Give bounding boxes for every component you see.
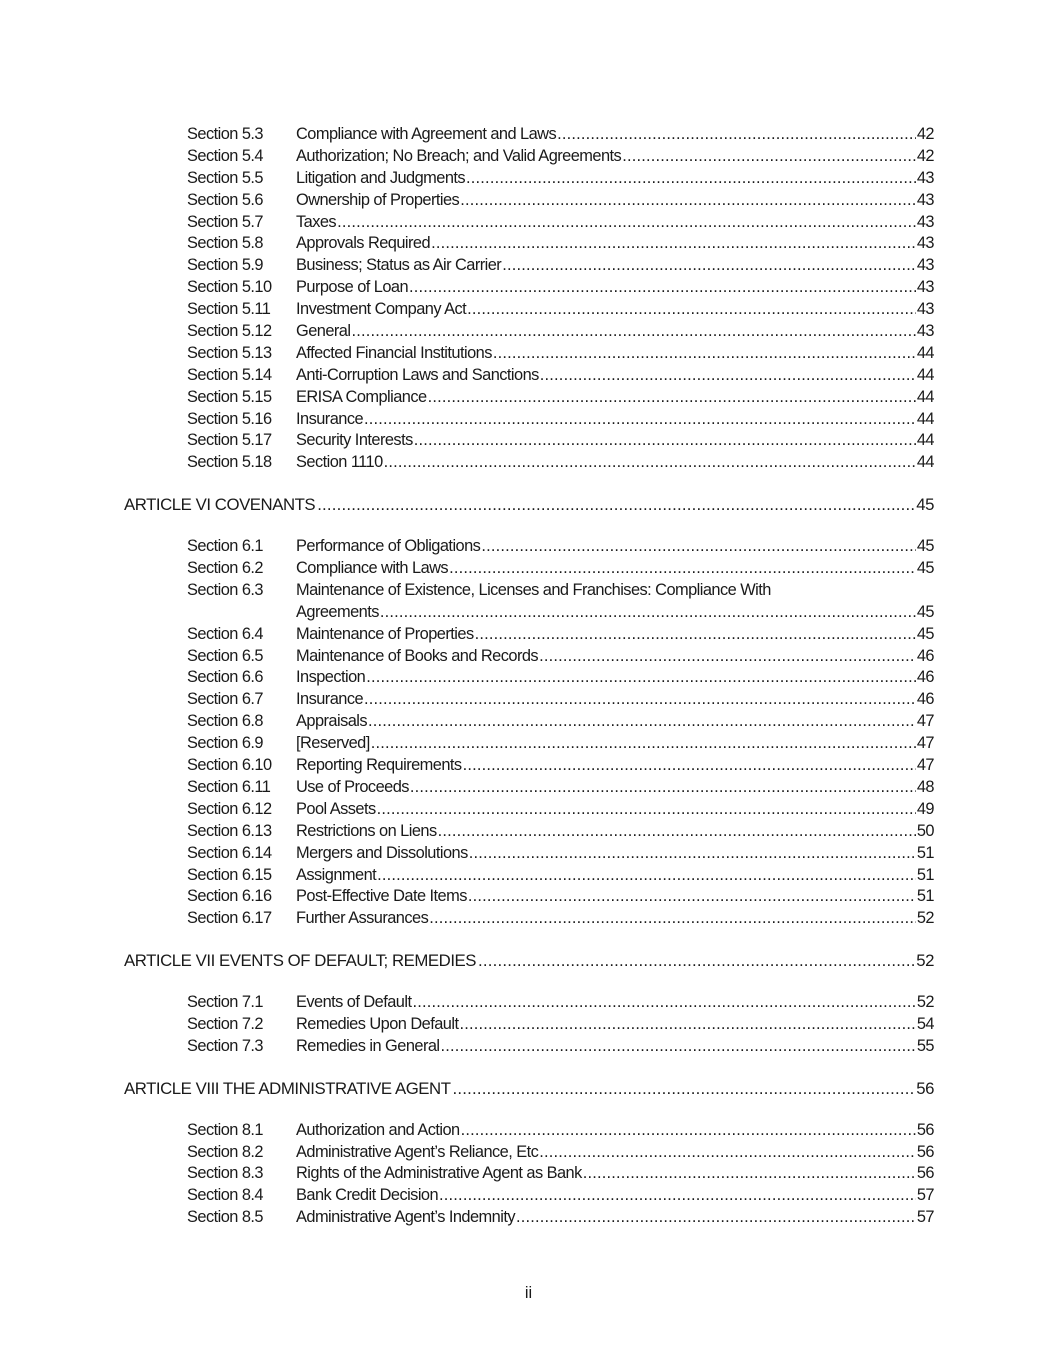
dot-leader <box>460 190 916 212</box>
section-title: Events of Default <box>296 992 412 1014</box>
toc-article-8[interactable] <box>124 1078 934 1100</box>
page-number: 47 <box>916 756 934 775</box>
toc-entry[interactable] <box>124 1142 934 1164</box>
toc-group-article-7 <box>124 992 934 1058</box>
toc-entry[interactable] <box>124 908 934 930</box>
dot-leader <box>317 494 915 516</box>
page-number: 51 <box>916 843 934 862</box>
dot-leader <box>468 886 916 908</box>
section-number: Section 5.15 <box>187 387 272 406</box>
page-number: 46 <box>916 668 934 687</box>
page-number: 54 <box>916 1014 934 1033</box>
section-number: Section 6.9 <box>187 734 263 753</box>
toc-group-article-6 <box>124 536 934 930</box>
toc-entry-continuation[interactable] <box>124 602 934 624</box>
section-title: Authorization; No Breach; and Valid Agreements <box>296 146 622 168</box>
toc-article-6[interactable] <box>124 494 934 516</box>
section-number: Section 8.1 <box>187 1120 263 1139</box>
section-number: Section 8.3 <box>187 1164 263 1183</box>
section-number: Section 6.12 <box>187 799 272 818</box>
toc-entry[interactable] <box>124 865 934 887</box>
toc-entry[interactable] <box>124 233 934 255</box>
dot-leader <box>351 321 915 343</box>
page-number: 55 <box>916 1036 934 1055</box>
section-title: Rights of the Administrative Agent as Bank <box>296 1163 583 1185</box>
section-number: Section 6.14 <box>187 843 272 862</box>
dot-leader <box>384 452 916 474</box>
article-title: ARTICLE VIII THE ADMINISTRATIVE AGENT <box>124 1078 451 1098</box>
page-number: 45 <box>916 537 934 556</box>
page-number: 52 <box>916 993 934 1012</box>
section-title: Reporting Requirements <box>296 755 463 777</box>
section-title: Section 1110 <box>296 452 384 474</box>
section-title: Security Interests <box>296 430 414 452</box>
dot-leader <box>539 646 916 668</box>
section-number: Section 5.17 <box>187 431 272 450</box>
section-number: Section 6.3 <box>187 580 263 599</box>
section-number: Section 7.3 <box>187 1036 263 1055</box>
section-title: Compliance with Laws <box>296 558 449 580</box>
page-number: 45 <box>916 602 934 621</box>
table-of-contents <box>124 124 934 1229</box>
page-number: 45 <box>916 624 934 643</box>
page-number: 57 <box>916 1186 934 1205</box>
dot-leader <box>412 992 915 1014</box>
page-number: 44 <box>916 387 934 406</box>
dot-leader <box>428 387 916 409</box>
toc-entry[interactable] <box>124 1014 934 1036</box>
section-title: Pool Assets <box>296 799 377 821</box>
section-number: Section 7.2 <box>187 1014 263 1033</box>
section-number: Section 5.14 <box>187 365 272 384</box>
dot-leader <box>410 777 916 799</box>
dot-leader <box>461 1120 916 1142</box>
section-title: Litigation and Judgments <box>296 168 466 190</box>
page-number: 44 <box>916 343 934 362</box>
toc-entry[interactable] <box>124 580 934 602</box>
dot-leader <box>516 1207 916 1229</box>
toc-group-article-5 <box>124 124 934 474</box>
section-title-continuation: Agreements <box>296 602 380 624</box>
dot-leader <box>438 821 916 843</box>
dot-leader <box>377 865 916 887</box>
section-number: Section 5.4 <box>187 146 263 165</box>
dot-leader <box>449 558 916 580</box>
page-number: 56 <box>916 1120 934 1139</box>
dot-leader <box>539 1142 916 1164</box>
page-number: 43 <box>916 278 934 297</box>
toc-entry[interactable] <box>124 343 934 365</box>
section-number: Section 6.11 <box>187 777 271 796</box>
page-number: 56 <box>916 1142 934 1161</box>
dot-leader <box>453 1078 916 1100</box>
section-number: Section 5.6 <box>187 190 263 209</box>
section-number: Section 6.7 <box>187 690 263 709</box>
section-title: Taxes <box>296 212 337 234</box>
page-number: 44 <box>916 453 934 472</box>
section-title: Maintenance of Properties <box>296 624 475 646</box>
section-title: Remedies Upon Default <box>296 1014 459 1036</box>
dot-leader <box>463 755 916 777</box>
page-number: 43 <box>916 322 934 341</box>
page-number: 51 <box>916 865 934 884</box>
dot-leader <box>377 799 916 821</box>
toc-entry[interactable] <box>124 689 934 711</box>
toc-entry[interactable] <box>124 646 934 668</box>
section-title: Restrictions on Liens <box>296 821 438 843</box>
toc-entry[interactable] <box>124 992 934 1014</box>
section-title: [Reserved] <box>296 733 371 755</box>
section-title: Anti-Corruption Laws and Sanctions <box>296 365 540 387</box>
section-title: Maintenance of Existence, Licenses and Franchises: Compliance With <box>296 580 771 599</box>
dot-leader <box>493 343 916 365</box>
section-number: Section 5.10 <box>187 278 272 297</box>
page-number: 44 <box>916 431 934 450</box>
page-number: 45 <box>916 495 934 515</box>
section-title: Inspection <box>296 667 366 689</box>
dot-leader <box>459 1014 915 1036</box>
section-number: Section 8.4 <box>187 1186 263 1205</box>
page-number: 52 <box>916 951 934 971</box>
section-number: Section 5.11 <box>187 300 271 319</box>
toc-entry[interactable] <box>124 1036 934 1058</box>
section-title: Ownership of Properties <box>296 190 460 212</box>
dot-leader <box>368 711 916 733</box>
page-number: 47 <box>916 734 934 753</box>
toc-entry[interactable] <box>124 124 934 146</box>
section-number: Section 5.3 <box>187 125 263 143</box>
toc-entry[interactable] <box>124 777 934 799</box>
section-number: Section 5.16 <box>187 409 272 428</box>
section-title: Post-Effective Date Items <box>296 886 468 908</box>
section-number: Section 6.2 <box>187 559 263 578</box>
section-number: Section 8.2 <box>187 1142 263 1161</box>
page-number: 46 <box>916 646 934 665</box>
section-number: Section 6.16 <box>187 887 272 906</box>
dot-leader <box>366 667 916 689</box>
section-title: Further Assurances <box>296 908 429 930</box>
dot-leader <box>466 168 916 190</box>
toc-entry[interactable] <box>124 558 934 580</box>
section-number: Section 6.10 <box>187 756 272 775</box>
toc-entry[interactable] <box>124 409 934 431</box>
section-number: Section 6.4 <box>187 624 263 643</box>
toc-entry[interactable] <box>124 430 934 452</box>
section-title: Remedies in General <box>296 1036 441 1058</box>
dot-leader <box>502 255 916 277</box>
section-title: Approvals Required <box>296 233 431 255</box>
section-number: Section 6.15 <box>187 865 272 884</box>
toc-entry[interactable] <box>124 212 934 234</box>
dot-leader <box>475 624 916 646</box>
section-number: Section 5.8 <box>187 234 263 253</box>
page-number: 50 <box>916 821 934 840</box>
dot-leader <box>478 950 915 972</box>
page-footer-number: ii <box>524 1284 533 1302</box>
dot-leader <box>441 1036 916 1058</box>
dot-leader <box>364 689 916 711</box>
toc-entry[interactable] <box>124 387 934 409</box>
section-title: Administrative Agent’s Indemnity <box>296 1207 516 1229</box>
section-number: Section 6.8 <box>187 712 263 731</box>
page-number: 45 <box>916 559 934 578</box>
section-title: Investment Company Act <box>296 299 467 321</box>
toc-entry[interactable] <box>124 711 934 733</box>
toc-entry[interactable] <box>124 733 934 755</box>
toc-entry[interactable] <box>124 321 934 343</box>
toc-group-article-8 <box>124 1120 934 1229</box>
section-title: Performance of Obligations <box>296 536 481 558</box>
section-title: Authorization and Action <box>296 1120 461 1142</box>
section-title: Mergers and Dissolutions <box>296 843 469 865</box>
toc-entry[interactable] <box>124 886 934 908</box>
dot-leader <box>337 212 916 234</box>
toc-entry[interactable] <box>124 755 934 777</box>
section-number: Section 8.5 <box>187 1208 263 1227</box>
section-number: Section 6.13 <box>187 821 272 840</box>
section-title: Maintenance of Books and Records <box>296 646 539 668</box>
page-number: 44 <box>916 365 934 384</box>
dot-leader <box>429 908 916 930</box>
dot-leader <box>431 233 916 255</box>
dot-leader <box>557 124 916 146</box>
section-title: Affected Financial Institutions <box>296 343 493 365</box>
dot-leader <box>622 146 916 168</box>
section-title: Assignment <box>296 865 377 887</box>
section-title: Purpose of Loan <box>296 277 409 299</box>
section-number: Section 6.5 <box>187 646 263 665</box>
toc-entry[interactable] <box>124 1163 934 1185</box>
section-number: Section 7.1 <box>187 993 263 1012</box>
page-number: 48 <box>916 777 934 796</box>
toc-entry[interactable] <box>124 277 934 299</box>
toc-entry[interactable] <box>124 1185 934 1207</box>
toc-entry[interactable] <box>124 821 934 843</box>
toc-entry[interactable] <box>124 299 934 321</box>
section-number: Section 5.5 <box>187 168 263 187</box>
toc-article-7[interactable] <box>124 950 934 972</box>
dot-leader <box>439 1185 916 1207</box>
dot-leader <box>409 277 916 299</box>
section-title: Insurance <box>296 409 364 431</box>
toc-entry[interactable] <box>124 799 934 821</box>
section-number: Section 5.18 <box>187 453 272 472</box>
dot-leader <box>371 733 916 755</box>
page-number: 42 <box>916 125 934 143</box>
toc-entry[interactable] <box>124 624 934 646</box>
toc-entry[interactable] <box>124 168 934 190</box>
section-title: ERISA Compliance <box>296 387 428 409</box>
dot-leader <box>364 409 916 431</box>
toc-entry[interactable] <box>124 667 934 689</box>
toc-entry[interactable] <box>124 452 934 474</box>
page-number: 44 <box>916 409 934 428</box>
dot-leader <box>380 602 916 624</box>
page-number: 43 <box>916 212 934 231</box>
section-number: Section 5.12 <box>187 322 272 341</box>
toc-entry[interactable] <box>124 365 934 387</box>
page-number: 43 <box>916 190 934 209</box>
page-number: 42 <box>916 146 934 165</box>
dot-leader <box>540 365 916 387</box>
page-number: 43 <box>916 234 934 253</box>
section-title: Business; Status as Air Carrier <box>296 255 502 277</box>
article-title: ARTICLE VII EVENTS OF DEFAULT; REMEDIES <box>124 951 477 971</box>
section-title: Use of Proceeds <box>296 777 410 799</box>
page-number: 52 <box>916 909 934 928</box>
section-title: General <box>296 321 351 343</box>
dot-leader <box>583 1163 916 1185</box>
section-number: Section 5.9 <box>187 256 263 275</box>
toc-entry[interactable] <box>124 1120 934 1142</box>
page-number: 43 <box>916 256 934 275</box>
page-number: 47 <box>916 712 934 731</box>
dot-leader <box>481 536 916 558</box>
toc-entry[interactable] <box>124 146 934 168</box>
page-number: 51 <box>916 887 934 906</box>
dot-leader <box>469 843 916 865</box>
section-title: Insurance <box>296 689 364 711</box>
dot-leader <box>414 430 916 452</box>
dot-leader <box>467 299 916 321</box>
section-title: Bank Credit Decision <box>296 1185 439 1207</box>
section-number: Section 6.1 <box>187 537 263 556</box>
page-number: 56 <box>916 1164 934 1183</box>
page-number: 46 <box>916 690 934 709</box>
toc-entry[interactable] <box>124 255 934 277</box>
page-number: 43 <box>916 168 934 187</box>
page-number: 56 <box>916 1078 934 1098</box>
article-title: ARTICLE VI COVENANTS <box>124 495 316 515</box>
section-title: Appraisals <box>296 711 368 733</box>
section-title: Administrative Agent’s Reliance, Etc <box>296 1142 539 1164</box>
section-number: Section 6.17 <box>187 909 272 928</box>
section-number: Section 5.7 <box>187 212 263 231</box>
toc-entry[interactable] <box>124 536 934 558</box>
section-number: Section 6.6 <box>187 668 263 687</box>
section-number: Section 5.13 <box>187 343 272 362</box>
toc-entry[interactable] <box>124 1207 934 1229</box>
toc-entry[interactable] <box>124 843 934 865</box>
page-number: 57 <box>916 1208 934 1227</box>
toc-entry[interactable] <box>124 190 934 212</box>
page-number: 43 <box>916 300 934 319</box>
section-title: Compliance with Agreement and Laws <box>296 124 557 146</box>
page-number: 49 <box>916 799 934 818</box>
